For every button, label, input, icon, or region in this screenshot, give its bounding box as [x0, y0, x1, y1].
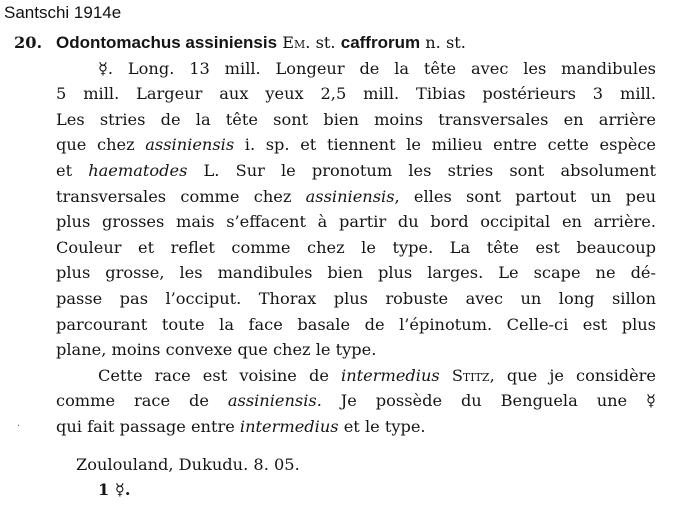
description-line: plus grosse, les mandibules bien plus larges. Le scape ne dé- [56, 263, 656, 283]
description-line [14, 132, 656, 158]
page-header: Santschi 1914e [4, 3, 122, 22]
author-small-caps: Stitz [451, 365, 490, 385]
description-line [14, 184, 656, 210]
description-line: ☿. Long. 13 mill. Longeur de la tête avec les mandibules [98, 58, 656, 78]
entry-heading [14, 30, 656, 56]
taxon-italic: assiniensis [305, 186, 395, 206]
text-run: et le type. [338, 416, 426, 436]
text-run: , elles sont partout un peu [394, 186, 656, 206]
remark-line [14, 414, 656, 440]
description-line: plane, moins convexe que chez le type. [56, 340, 377, 360]
remark-line [14, 363, 656, 389]
text-run: Cette race est voisine de [98, 365, 342, 385]
text-run: comme race de [56, 391, 228, 411]
author-abbrev: Em. [282, 33, 311, 52]
text-run: L. Sur le pronotum les stries sont absolument [187, 160, 656, 180]
text-run: . Je possède du Benguela une ☿ [316, 391, 656, 411]
description-line: parcourant toute la face basale de l’épinotum. Celle-ci est plus [56, 314, 656, 334]
genus-name: Odontomachus assiniensis [56, 33, 278, 52]
specimen-count: 1 ☿. [98, 480, 131, 500]
status-note: n. st. [425, 33, 466, 52]
paragraph-description [14, 56, 656, 363]
taxon-italic: intermedius [341, 365, 440, 385]
description-line: 5 mill. Largeur aux yeux 2,5 mill. Tibias postérieurs 3 mill. [56, 84, 656, 104]
description-line: Couleur et reflet comme chez le type. La tête est beaucoup [56, 237, 656, 257]
text-run: , que je considère [489, 365, 656, 385]
description-line: passe pas l’occiput. Thorax plus robuste avec un long sillon [56, 288, 656, 308]
text-run: que chez [56, 135, 146, 155]
subspecies-name: caffrorum [340, 33, 421, 52]
text-run: i. sp. et tiennent le milieu entre cette espèce [234, 135, 656, 155]
rank-abbrev: st. [315, 33, 336, 52]
taxon-italic: assiniensis [227, 391, 317, 411]
margin-dot: · [17, 421, 21, 432]
text-run: qui fait passage entre [56, 416, 240, 436]
taxon-italic: assiniensis [145, 135, 235, 155]
locality-line: Zoulouland, Dukudu. 8. 05. [76, 454, 300, 474]
entry-number: 20. [14, 33, 43, 52]
description-line: Les stries de la tête sont bien moins transversales en arrière [56, 109, 656, 129]
description-line: plus grosses mais s’effacent à partir du bord occipital en arrière. [56, 212, 656, 232]
document-body [14, 30, 656, 503]
text-run: et [56, 160, 89, 180]
taxon-italic: intermedius [239, 416, 339, 436]
remark-line [14, 388, 656, 414]
paragraph-remarks [14, 363, 656, 440]
description-line [14, 158, 656, 184]
taxon-italic: haematodes [88, 160, 188, 180]
text-run: transversales comme chez [56, 186, 306, 206]
